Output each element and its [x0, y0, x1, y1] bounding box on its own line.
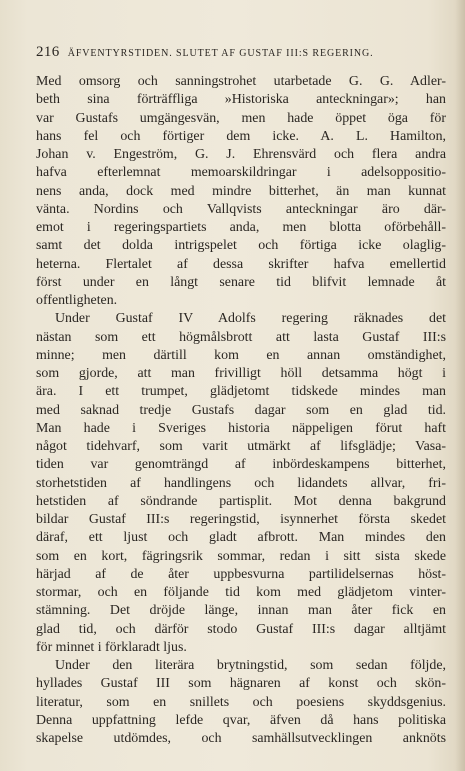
text-line: hyllades Gustaf III som hägnaren af konst och skön-: [36, 676, 446, 692]
paragraph: [36, 73, 446, 310]
text-line: nens anda, dock med mindre bitterhet, än man kunnat: [36, 183, 446, 199]
paragraph: [36, 657, 446, 748]
text-line: ära. I ett trumpet, glädjetomt tidskede mindes man: [36, 384, 446, 400]
text-line: däraf, ett ljust och gladt afbrott. Man mindes den: [36, 530, 446, 546]
text-line: heterna. Flertalet af dessa skrifter hafva emellertid: [36, 256, 446, 272]
text-line: först under en långt senare tid blifvit lemnade åt: [36, 274, 446, 290]
text-line: nästan som ett högmålsbrott att lasta Gustaf III:s: [36, 329, 446, 345]
text-line: storhetstiden af handlingens och lidandets allvar, fri-: [36, 475, 446, 491]
text-line: härjad af de åter uppbesvurna partilidelsernas höst-: [36, 566, 446, 582]
text-line: Man hade i Sveriges historia näppeligen förut haft: [36, 420, 446, 436]
text-line: Denna uppfattning lefde qvar, äfven då hans politiska: [36, 712, 446, 728]
running-head: [36, 44, 439, 61]
text-line: Under den literära brytningstid, som sedan följde,: [55, 658, 446, 673]
text-line: Under Gustaf IV Adolfs regering räknades det: [55, 311, 446, 327]
text-line: som gjorde, att man frivilligt höll detsamma högt i: [36, 366, 446, 381]
text-line: stormar, och en följande tid kom med glädjetom vinter-: [36, 585, 446, 600]
text-line: samt det dolda intrigspelet och förtiga icke olaglig-: [36, 238, 446, 254]
text-line: tiden var genomträngd af inbördeskampens bitterhet,: [36, 457, 446, 473]
text-line: hans fel och förtiger dem icke. A. L. Hamilton,: [36, 128, 446, 144]
text-line: var Gustafs umgängesvän, men hade öppet öga för: [36, 110, 446, 126]
paragraph: [36, 310, 446, 657]
page-edge-shadow: [455, 0, 465, 771]
body-text: [36, 73, 446, 748]
text-line: Med omsorg och sanningstrohet utarbetade G. G. Adler-: [36, 74, 446, 89]
text-line: med saknad tredje Gustafs dagar som en glad tid.: [36, 402, 446, 418]
page-number: 216: [36, 44, 60, 60]
text-line: literatur, som en snillets och poesiens skyddsgenius.: [36, 694, 446, 710]
text-line: Johan v. Engeström, G. J. Ehrensvärd och flera andra: [36, 147, 446, 162]
text-line: beth sina förträffliga »Historiska anteckningar»; han: [36, 92, 446, 108]
text-line: emot i regeringspartiets anda, men blotta oförbehåll-: [36, 220, 446, 235]
text-line: minne; men därtill kom en annan omständighet,: [36, 347, 446, 363]
text-line: bildar Gustaf III:s regeringstid, isynnerhet första skedet: [36, 512, 446, 527]
text-line: något tidehvarf, som varit utmärkt af lifsglädje; Vasa-: [36, 439, 446, 454]
text-line: som en kort, fägringsrik sommar, redan i sitt sista skede: [36, 548, 446, 564]
text-line: hetstiden af söndrande partisplit. Mot denna bakgrund: [36, 493, 446, 509]
running-head-title: ÄFVENTYRSTIDEN. SLUTET AF GUSTAF III:S REGERING.: [67, 48, 374, 59]
text-line: glad tid, och därför stodo Gustaf III:s dagar alltjämt: [36, 621, 446, 637]
text-line: vänta. Nordins och Vallqvists anteckningar äro där-: [36, 201, 446, 217]
text-line: skapelse utdömdes, och samhällsutvecklingen anknöts: [36, 731, 446, 746]
text-line: stämning. Det dröjde länge, innan man åter fick en: [36, 603, 446, 619]
text-line: offentligheten.: [36, 293, 118, 308]
text-line: hafva efterlemnat memoarskildringar i adelsoppositio-: [36, 165, 446, 181]
text-line: för minnet i förklaradt ljus.: [36, 639, 187, 655]
